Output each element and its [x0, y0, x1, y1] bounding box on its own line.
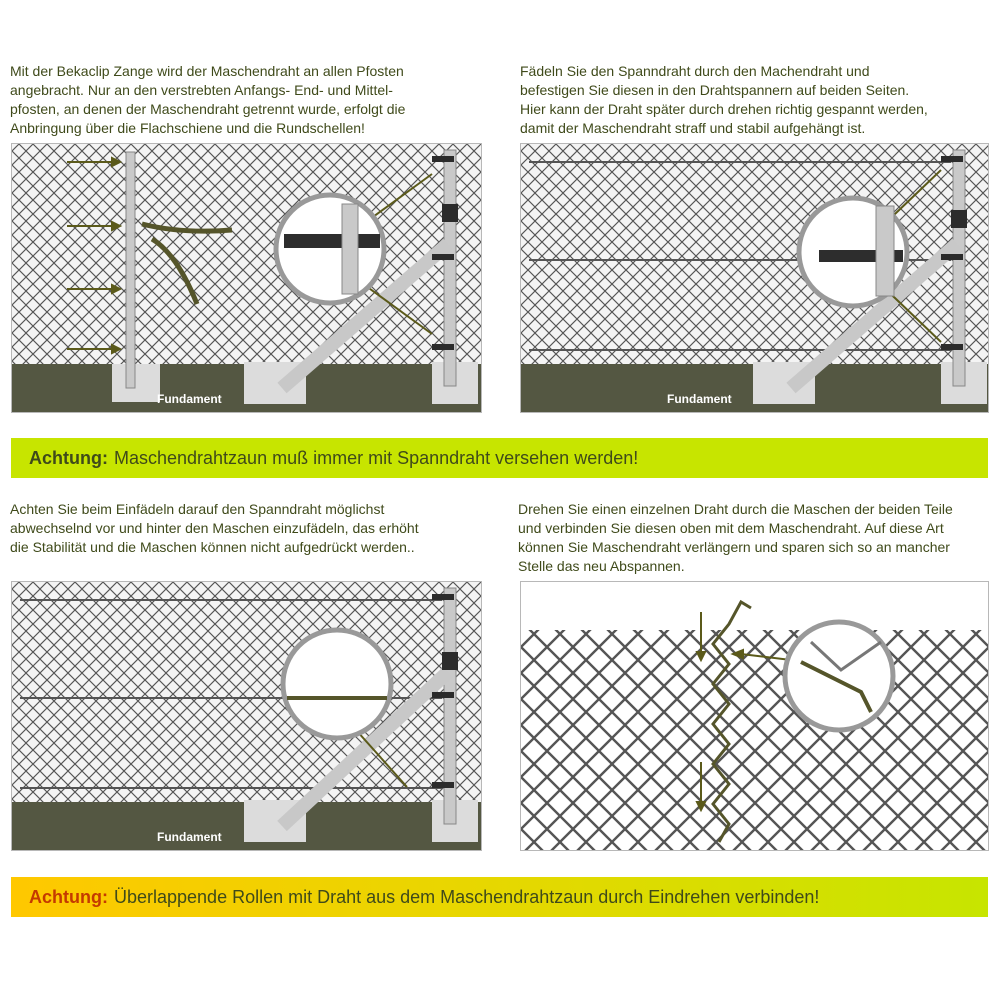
caption-step-1: Mit der Bekaclip Zange wird der Maschendraht an allen Pfosten angebracht. Nur an den verstrebten Anfangs- End- und Mittel- pfosten, an denen der Maschendraht getrennt wurde, erfolgt die Anbringung über die Flachschiene und die Rundschellen! — [10, 63, 406, 136]
illustration-attach-mesh — [11, 143, 482, 413]
illustration-tension-wire — [520, 143, 989, 413]
chain-link-mesh-icon — [521, 144, 988, 364]
warning-text: Maschendrahtzaun muß immer mit Spanndraht versehen werden! — [113, 447, 639, 468]
fence-illustration — [12, 582, 481, 850]
caption-step-4: Drehen Sie einen einzelnen Draht durch die Maschen der beiden Teile und verbinden Sie diesen oben mit dem Maschendraht. Auf diese Art können Sie Maschendraht verlängern und sparen sich so an mancher Stelle das neu Abspannen. — [518, 501, 953, 574]
fence-post-icon — [126, 152, 135, 388]
magnifier-circle-icon — [785, 622, 893, 730]
warning-banner-overlap-rolls — [11, 877, 988, 917]
fence-post-icon — [953, 150, 965, 386]
foundation-label: Fundament — [667, 392, 732, 406]
fence-illustration — [12, 144, 481, 412]
illustration-join-rolls — [520, 581, 989, 851]
foundation-label: Fundament — [157, 830, 222, 844]
caption-step-2: Fädeln Sie den Spanndraht durch den Machendraht und befestigen Sie diesen in den Drahtspannern auf beiden Seiten. Hier kann der Draht später durch drehen richtig gespannt werden, damit der Maschendraht straff und stabil aufgehängt ist. — [520, 63, 928, 136]
warning-banner-tension-wire — [11, 438, 988, 478]
foundation-label: Fundament — [157, 392, 222, 406]
fence-post-icon — [444, 150, 456, 386]
magnifier-circle-icon — [276, 195, 384, 303]
fence-illustration — [521, 582, 988, 850]
caption-step-3: Achten Sie beim Einfädeln darauf den Spanndraht möglichst abwechselnd vor und hinter den Maschen einzufädeln, das erhöht die Stabilität und die Maschen können nicht aufgedrückt werden.. — [10, 501, 419, 555]
warning-label: Achtung: — [29, 886, 108, 907]
fence-post-icon — [444, 588, 456, 824]
illustration-thread-wire — [11, 581, 482, 851]
chain-link-mesh-icon — [12, 582, 481, 802]
warning-text: Überlappende Rollen mit Draht aus dem Maschendrahtzaun durch Eindrehen verbinden! — [113, 886, 820, 907]
fence-illustration — [521, 144, 988, 412]
warning-label: Achtung: — [29, 447, 108, 468]
chain-link-mesh-icon — [521, 630, 988, 850]
chain-link-mesh-icon — [12, 144, 481, 364]
magnifier-circle-icon — [283, 630, 391, 738]
